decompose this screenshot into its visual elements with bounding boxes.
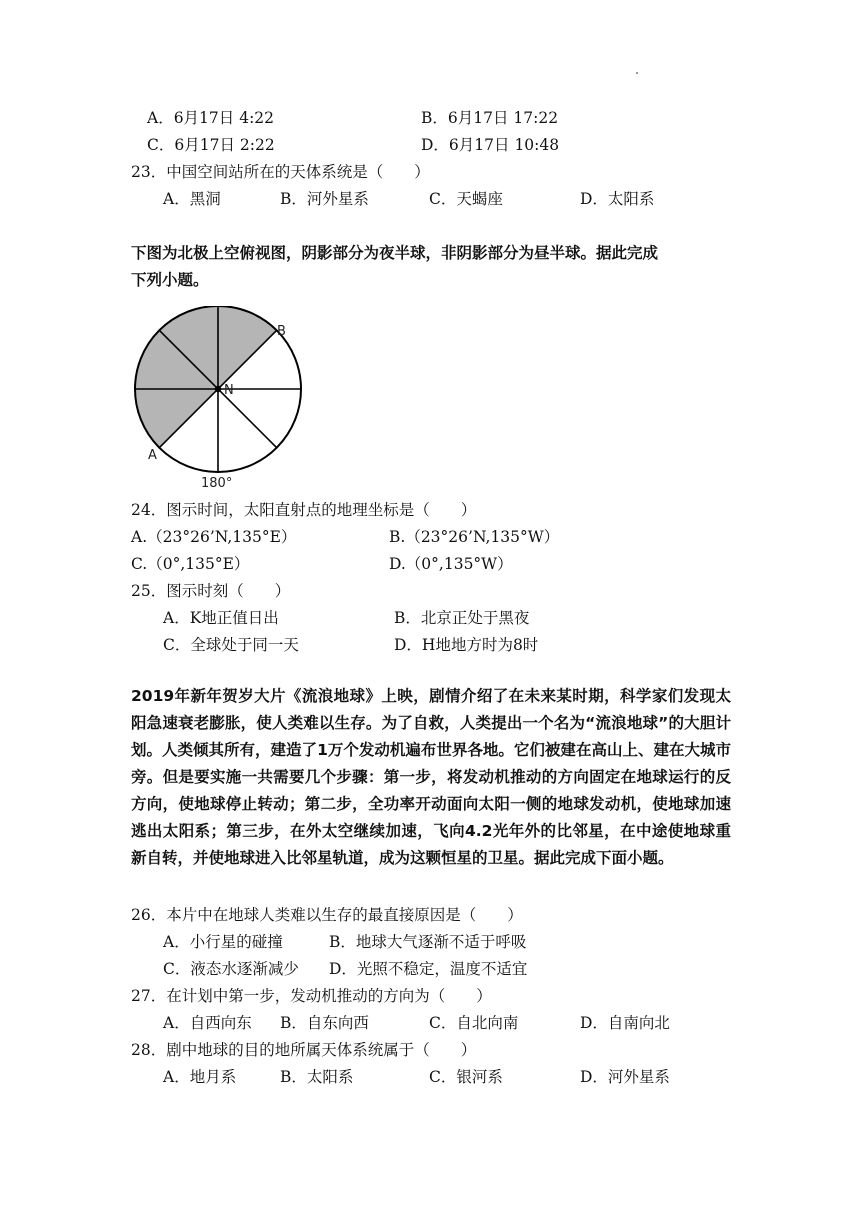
intro1-line1: 下图为北极上空俯视图，阴影部分为夜半球，非阴影部分为昼半球。据此完成 <box>131 244 659 262</box>
q27-option-d: D．自南向北 <box>580 1014 670 1032</box>
q25-option-d: D．H地地方时为8时 <box>394 636 539 654</box>
q26-option-a: A．小行星的碰撞 <box>163 933 283 951</box>
polar-view-diagram <box>128 306 308 490</box>
q28-option-c: C．银河系 <box>429 1068 503 1086</box>
intro1-line2: 下列小题。 <box>131 271 209 289</box>
q28-option-b: B．太阳系 <box>280 1068 354 1086</box>
q25-option-c: C．全球处于同一天 <box>163 636 299 654</box>
q23-option-c: C．天蝎座 <box>429 190 503 208</box>
label-180: 180° <box>201 476 233 490</box>
q24-option-d: D.（0°,135°W） <box>389 555 513 573</box>
q24-option-a: A.（23°26’N,135°E） <box>131 528 297 546</box>
page-mark <box>636 72 638 74</box>
q23-option-d: D．太阳系 <box>580 190 655 208</box>
q27-option-b: B．自东向西 <box>280 1014 369 1032</box>
q26-stem: 26．本片中在地球人类难以生存的最直接原因是（ ） <box>131 906 523 924</box>
q27-option-a: A．自西向东 <box>163 1014 252 1032</box>
q22-option-c: C．6月17日 2:22 <box>147 136 275 154</box>
q25-stem: 25．图示时刻（ ） <box>131 582 291 600</box>
q25-option-a: A．K地正值日出 <box>163 609 279 627</box>
q27-option-c: C．自北向南 <box>429 1014 519 1032</box>
q26-option-b: B．地球大气逐渐不适于呼吸 <box>329 933 527 951</box>
label-n: N <box>224 383 234 398</box>
q23-option-a: A．黑洞 <box>163 190 221 208</box>
intro2-paragraph: 2019年新年贺岁大片《流浪地球》上映，剧情介绍了在未来某时期，科学家们发现太阳急速衰老膨胀，使人类难以生存。为了自救，人类提出一个名为“流浪地球”的大胆计划。人类倾其所有，建造了1万个发动机遍布世界各地。它们被建在高山上、建在大城市旁。但是要实施一共需要几个步骤：第一步，将发动机推动的方向固定在地球运行的反方向，使地球停止转动；第二步，全功率开动面向太阳一侧的地球发动机，使地球加速逃出太阳系；第三步，在外太空继续加速，飞向4.2光年外的比邻星，在中途使地球重新自转，并使地球进入比邻星轨道，成为这颗恒星的卫星。据此完成下面小题。 <box>131 687 731 867</box>
q26-option-c: C．液态水逐渐减少 <box>163 960 299 978</box>
q23-stem: 23．中国空间站所在的天体系统是（ ） <box>131 163 430 181</box>
q25-option-b: B．北京正处于黑夜 <box>394 609 530 627</box>
q24-option-c: C.（0°,135°E） <box>131 555 250 573</box>
q23-option-b: B．河外星系 <box>280 190 369 208</box>
q24-stem: 24．图示时间，太阳直射点的地理坐标是（ ） <box>131 501 477 519</box>
q28-option-d: D．河外星系 <box>580 1068 670 1086</box>
q22-option-d: D．6月17日 10:48 <box>421 136 560 154</box>
q28-stem: 28．剧中地球的目的地所属天体系统属于（ ） <box>131 1041 477 1059</box>
q27-stem: 27．在计划中第一步，发动机推动的方向为（ ） <box>131 987 492 1005</box>
label-b: B <box>277 324 286 339</box>
q26-option-d: D．光照不稳定，温度不适宜 <box>329 960 528 978</box>
label-a: A <box>148 448 157 463</box>
q22-option-b: B．6月17日 17:22 <box>421 109 559 127</box>
q24-option-b: B.（23°26’N,135°W） <box>389 528 560 546</box>
north-pole-dot <box>215 386 221 392</box>
q28-option-a: A．地月系 <box>163 1068 237 1086</box>
q22-option-a: A．6月17日 4:22 <box>147 109 275 127</box>
